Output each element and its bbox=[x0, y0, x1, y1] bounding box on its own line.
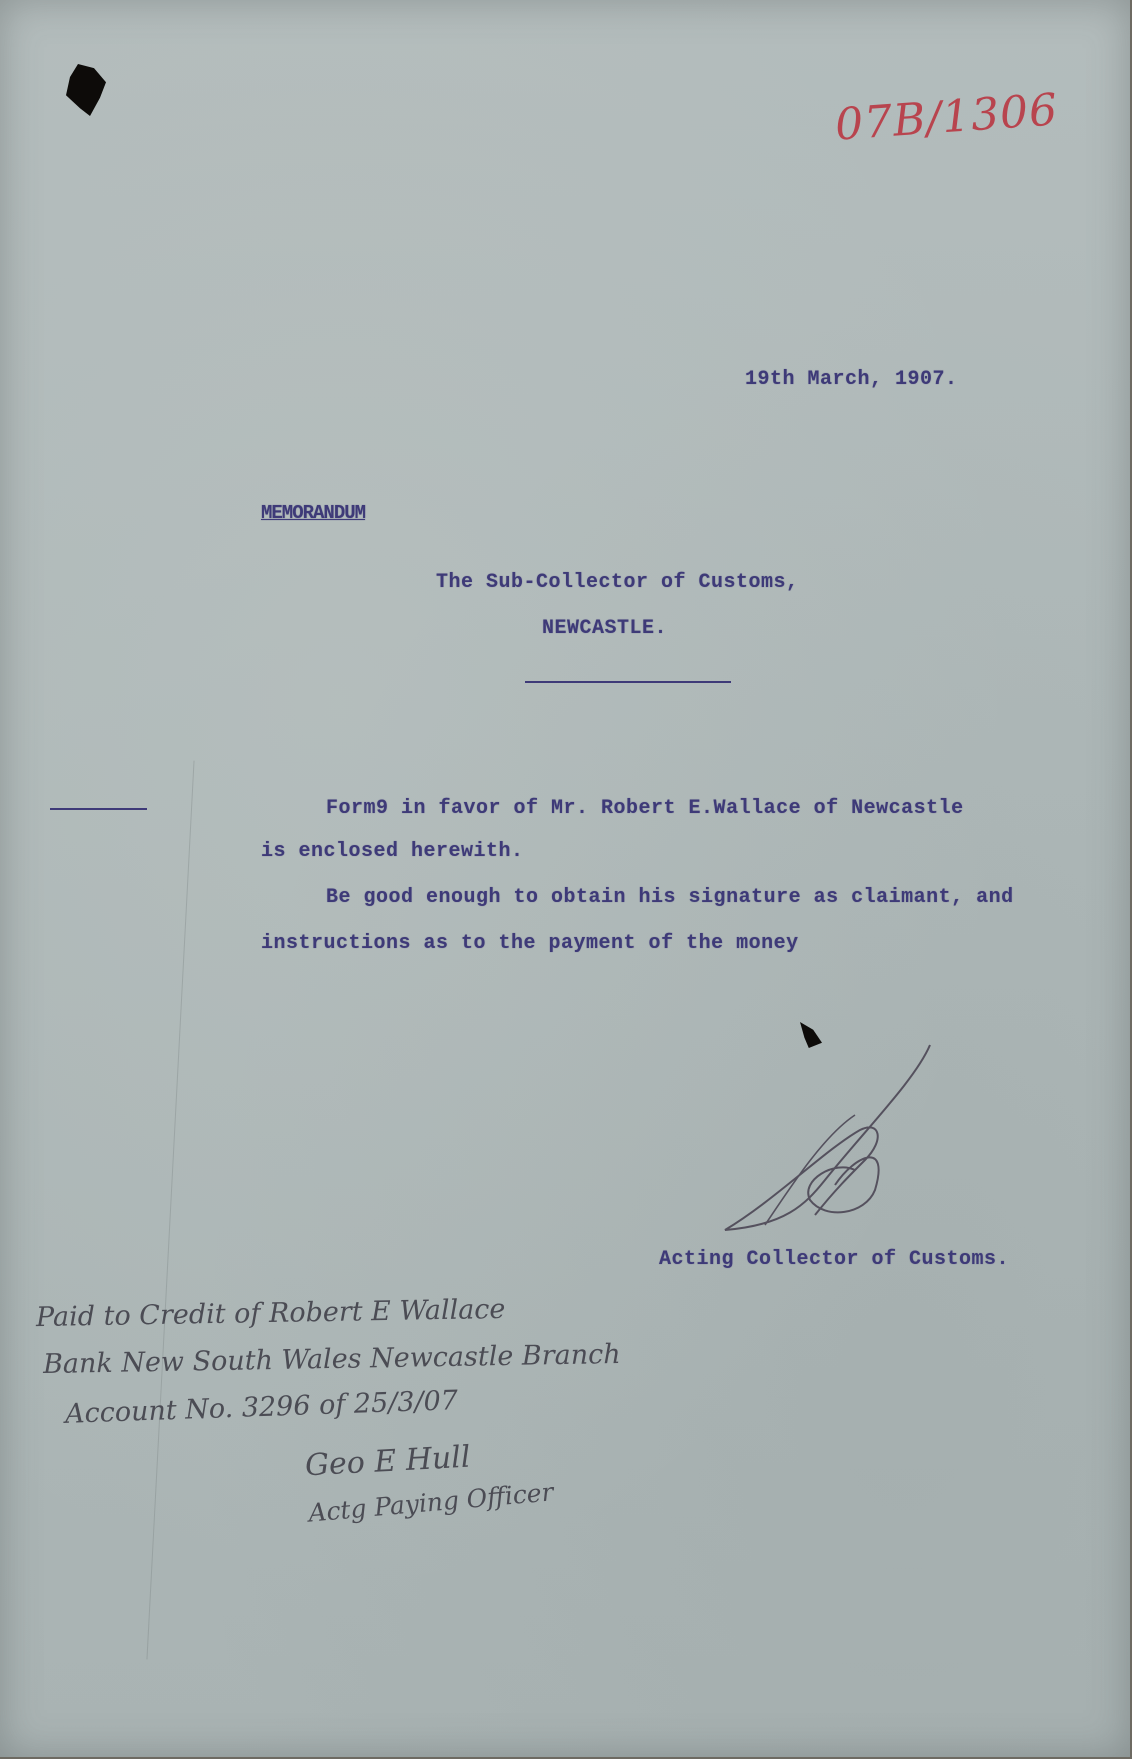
punch-hole bbox=[66, 64, 106, 116]
reference-number: 07B/1306 bbox=[833, 84, 1060, 151]
body-line-2: is enclosed herewith. bbox=[261, 840, 524, 863]
divider-rule bbox=[525, 681, 731, 683]
handwritten-note-line-1: Paid to Credit of Robert E Wallace bbox=[35, 1293, 506, 1334]
memo-date: 19th March, 1907. bbox=[745, 368, 958, 391]
body-line-4: instructions as to the payment of the money bbox=[261, 932, 799, 955]
addressee-line-2: NEWCASTLE. bbox=[542, 617, 668, 640]
memo-heading: MEMORANDUM bbox=[261, 502, 366, 524]
paying-officer-title: Actg Paying Officer bbox=[307, 1477, 555, 1528]
margin-rule bbox=[50, 808, 147, 810]
body-line-1: Form9 in favor of Mr. Robert E.Wallace of Newcastle bbox=[326, 797, 964, 820]
paying-officer-signature: Geo E Hull bbox=[304, 1439, 472, 1484]
fold-crease bbox=[146, 761, 194, 1660]
handwritten-note-line-2: Bank New South Wales Newcastle Branch bbox=[42, 1338, 621, 1381]
handwritten-note-line-3: Account No. 3296 of 25/3/07 bbox=[64, 1385, 459, 1430]
addressee-line-1: The Sub-Collector of Customs, bbox=[436, 571, 799, 594]
collector-signature bbox=[715, 1040, 945, 1240]
body-line-3: Be good enough to obtain his signature as claimant, and bbox=[326, 886, 1014, 909]
signatory-title: Acting Collector of Customs. bbox=[659, 1248, 1010, 1271]
